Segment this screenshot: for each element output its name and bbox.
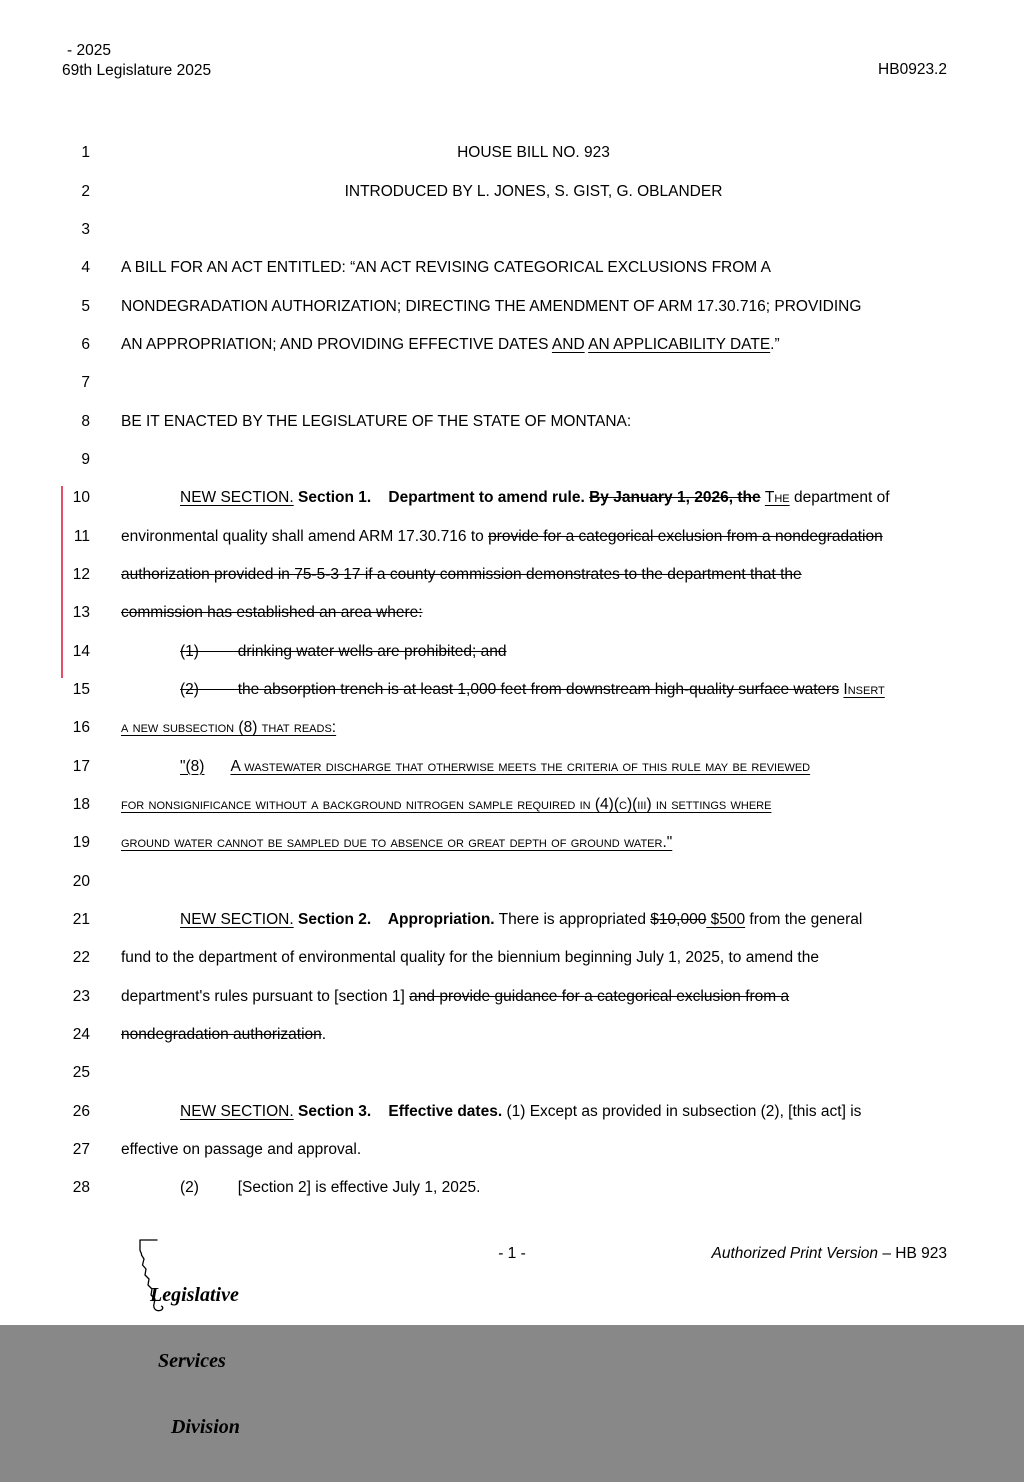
line-text (121, 144, 946, 162)
line-number: 26 (72, 1102, 90, 1120)
text-segment: BE IT ENACTED BY THE LEGISLATURE OF THE STATE OF MONTANA: (121, 412, 632, 430)
text-segment: ground water cannot be sampled due to absence or great depth of ground water." (121, 834, 673, 852)
line-text (121, 413, 946, 431)
tab-indent (121, 693, 180, 694)
header-session-line: - 2025 (67, 42, 111, 59)
bill-line (0, 1016, 1024, 1054)
bill-line (0, 249, 1024, 287)
line-number: 7 (81, 374, 90, 392)
bill-line (0, 594, 1024, 632)
bill-line (0, 1169, 1024, 1207)
line-number: 20 (72, 872, 90, 890)
bill-line (0, 211, 1024, 249)
line-number: 12 (72, 565, 90, 583)
logo-text (150, 1240, 240, 1482)
text-segment: nondegradation authorization (121, 1026, 322, 1044)
line-number: 3 (81, 220, 90, 238)
tab-indent (121, 501, 180, 502)
line-number: 2 (81, 182, 90, 200)
bill-line (0, 1054, 1024, 1092)
line-text (121, 336, 946, 354)
line-text (121, 489, 946, 507)
text-segment: .” (770, 335, 780, 353)
line-text (121, 566, 946, 584)
line-number: 22 (72, 949, 90, 967)
line-text (121, 719, 946, 737)
text-segment: A BILL FOR AN ACT ENTITLED: “AN ACT REVISING CATEGORICAL EXCLUSIONS FROM A (121, 259, 772, 277)
text-segment: Section 3. Effective dates. (297, 1102, 503, 1120)
line-text (121, 681, 946, 699)
line-text (121, 643, 946, 661)
line-text (121, 1026, 946, 1044)
logo-line-2: Services (158, 1350, 226, 1372)
line-text (121, 988, 946, 1006)
text-segment: authorization provided in 75-5-3 17 if a county commission demonstrates to the department that the (121, 565, 802, 583)
text-segment: $10,000 (650, 911, 707, 929)
bill-line (0, 326, 1024, 364)
line-number: 8 (81, 412, 90, 430)
text-segment: By January 1, 2026, the (589, 489, 761, 507)
bill-line (0, 479, 1024, 517)
text-segment: (2) [Section 2] is effective July 1, 2025. (180, 1179, 481, 1197)
line-number: 9 (81, 450, 90, 468)
text-segment: Section 2. Appropriation. (297, 911, 495, 929)
line-number: 10 (72, 489, 90, 507)
line-number: 25 (72, 1064, 90, 1082)
text-segment: There is appropriated (494, 911, 651, 929)
line-text (121, 1103, 946, 1121)
line-number: 19 (72, 834, 90, 852)
tab-indent (121, 655, 180, 656)
text-segment: $500 (706, 911, 746, 929)
line-number: 27 (72, 1141, 90, 1159)
text-segment: effective on passage and approval. (121, 1141, 362, 1159)
bill-line (0, 1093, 1024, 1131)
bill-line (0, 556, 1024, 594)
line-text (121, 758, 946, 776)
bill-line (0, 134, 1024, 172)
text-segment: for nonsignificance without a background nitrogen sample required in (4)(c)(iii) in settings where (121, 796, 772, 814)
text-segment: AN APPROPRIATION; AND PROVIDING EFFECTIVE DATES (121, 335, 552, 353)
bill-line (0, 748, 1024, 786)
line-number: 28 (72, 1179, 90, 1197)
logo-line-1: Legislative (150, 1284, 239, 1306)
text-segment: department of (789, 489, 890, 507)
line-number: 13 (72, 604, 90, 622)
bill-line (0, 824, 1024, 862)
line-number: 11 (73, 527, 90, 545)
text-segment: A wastewater discharge that otherwise meets the criteria of this rule may be reviewed (230, 757, 811, 775)
text-segment: AN APPLICABILITY DATE (588, 335, 771, 353)
line-text (121, 1141, 946, 1159)
line-text (121, 528, 946, 546)
tab-indent (121, 1115, 180, 1116)
bill-line (0, 402, 1024, 440)
text-segment: commission has established an area where: (121, 604, 423, 622)
text-segment: The (764, 489, 790, 507)
bill-line (0, 901, 1024, 939)
text-segment: environmental quality shall amend ARM 17.30.716 to (121, 527, 489, 545)
text-segment: HOUSE BILL NO. 923 (457, 144, 610, 162)
text-segment: (1) Except as provided in subsection (2), [this act] is (502, 1102, 862, 1120)
line-text (121, 1179, 946, 1197)
line-number: 21 (72, 911, 90, 929)
line-number: 18 (72, 796, 90, 814)
line-text (121, 949, 946, 967)
text-segment: provide for a categorical exclusion from a nondegradation (488, 527, 883, 545)
line-number: 23 (72, 987, 90, 1005)
text-segment: Section 1. Department to amend rule. (297, 489, 585, 507)
authorized-print-version (711, 1245, 947, 1263)
text-segment: fund to the department of environmental quality for the biennium beginning July 1, 2025, to amend the (121, 949, 819, 967)
text-segment: and provide guidance for a categorical exclusion from a (409, 987, 790, 1005)
text-segment: NONDEGRADATION AUTHORIZATION; DIRECTING THE AMENDMENT OF ARM 17.30.716; PROVIDING (121, 297, 862, 315)
bill-body (0, 134, 1024, 1208)
line-number: 6 (81, 335, 90, 353)
line-text (121, 911, 946, 929)
line-number: 15 (72, 680, 90, 698)
logo-line-3: Division (171, 1416, 240, 1438)
header-doc-code: HB0923.2 (878, 61, 947, 78)
bill-line (0, 978, 1024, 1016)
line-text (121, 183, 946, 201)
text-segment: (1) drinking water wells are prohibited; and (180, 642, 507, 660)
line-number: 16 (72, 719, 90, 737)
line-number: 14 (72, 642, 90, 660)
text-segment: from the general (745, 911, 863, 929)
bill-line (0, 863, 1024, 901)
tab-indent (121, 770, 180, 771)
bill-line (0, 671, 1024, 709)
line-number: 1 (81, 144, 90, 162)
text-segment: NEW SECTION. (180, 911, 294, 929)
line-number: 4 (81, 259, 90, 277)
tab-indent (204, 770, 230, 771)
text-segment: NEW SECTION. (180, 1102, 294, 1120)
line-text (121, 298, 946, 316)
text-segment: INTRODUCED BY L. JONES, S. GIST, G. OBLANDER (344, 182, 723, 200)
tab-indent (121, 923, 180, 924)
bill-line (0, 364, 1024, 402)
line-text (121, 259, 946, 277)
bill-line (0, 172, 1024, 210)
bill-line (0, 939, 1024, 977)
text-segment: NEW SECTION. (180, 489, 294, 507)
bill-line (0, 632, 1024, 670)
bill-line (0, 1131, 1024, 1169)
text-segment: . (321, 1026, 327, 1044)
bill-line (0, 517, 1024, 555)
header-legislature-line: 69th Legislature 2025 (62, 62, 212, 79)
authorized-print-version-bill: – HB 923 (878, 1245, 947, 1262)
line-number: 17 (72, 757, 90, 775)
line-text (121, 604, 946, 622)
line-text (121, 834, 946, 852)
bill-line (0, 786, 1024, 824)
tab-indent (121, 1191, 180, 1192)
line-number: 5 (81, 297, 90, 315)
text-segment: a new subsection (8) that reads: (121, 719, 337, 737)
text-segment: AND (551, 335, 585, 353)
bill-line (0, 287, 1024, 325)
line-number: 24 (72, 1026, 90, 1044)
authorized-print-version-label: Authorized Print Version (711, 1245, 879, 1262)
text-segment: "(8) (180, 757, 205, 775)
text-segment: Insert (843, 680, 885, 698)
bill-line (0, 709, 1024, 747)
bill-line (0, 441, 1024, 479)
text-segment: department's rules pursuant to [section 1] (121, 987, 410, 1005)
text-segment: (2) the absorption trench is at least 1,000 feet from downstream high-quality surface waters (180, 680, 840, 698)
page-number: - 1 - (498, 1245, 526, 1262)
line-text (121, 796, 946, 814)
page-header (62, 41, 211, 81)
